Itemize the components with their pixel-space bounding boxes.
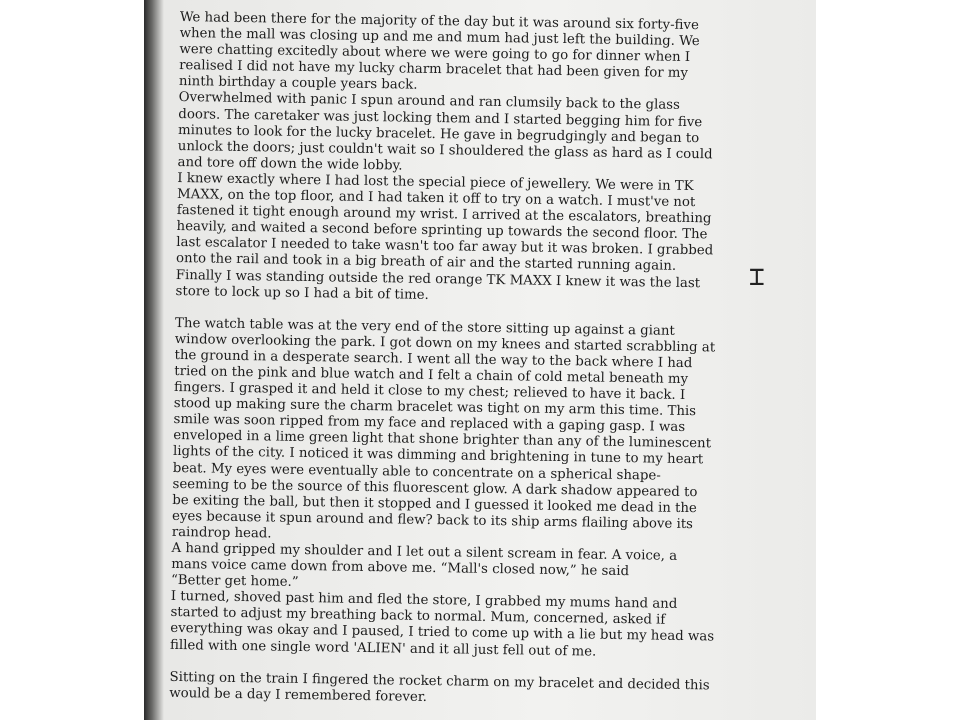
paragraph-3: I knew exactly where I had lost the special piece of jewellery. We were in TK MAXX, on the top floor, and I had taken it off to try on a watch. I must've not fastened it tight enough around my wrist. I arrived at the escalators, breathing heavily, and waited a second before sprinting up towards the second floor. The last escalator I needed to take wasn't too far away but it was broken. I grabbed onto the rail and took in a big breath of air and the started running again. Finally I was standing outside the red orange TK MAXX I knew it was the last store to lock up so I had a bit of time. bbox=[175, 170, 714, 303]
paragraph-2: Overwhelmed with panic I spun around and ran clumsily back to the glass doors. The caretaker was just locking them and I started begging him for five minutes to look for the lucky bracelet. He gave in begrudgingly and began to unlock the doors; just couldn't wait so I shouldered the glass as hard as I could and tore off down the wide lobby. bbox=[177, 90, 713, 174]
text-cursor-icon: ⌶ bbox=[749, 262, 765, 292]
paragraph-6: I turned, shoved past him and fled the store, I grabbed my mums hand and started to adjust my breathing back to normal. Mum, concerned, asked if everything was okay and I paused, I tried to come up with a lie but my head was filled with one single word 'ALIEN' and it all just fell out of me. bbox=[169, 589, 715, 660]
paragraph-1: We had been there for the majority of the day but it was around six forty-five when the mall was closing up and me and mum had just left the building. We were chatting excitedly about where we were going to go for dinner when I realised I did not have my lucky charm bracelet that had been given for my ninth birthday a couple years back. bbox=[178, 10, 700, 94]
paragraph-7: Sitting on the train I fingered the rocket charm on my bracelet and decided this would be a day I remembered forever. bbox=[169, 669, 710, 705]
document-text bbox=[169, 10, 780, 711]
paragraph-4: The watch table was at the very end of the store sitting up against a giant window overlooking the park. I got down on my knees and started scrabbling at the ground in a desperate search. I went all the way to the back where I had tried on the pink and blue watch and I felt a chain of cold metal beneath my fingers. I grasped it and held it close to my chest; relieved to have it back. I stood up making sure the charm bracelet was tight on my arm this time. This smile was soon ripped from my face and replaced with a gaping gasp. I was enveloped in a lime green light that shone brighter than any of the luminescent lights of the city. I noticed it was dimming and brightening in tune to my heart beat. My eyes were eventually able to concentrate on a spherical shape- seeming to be the source of this fluorescent glow. A dark shadow appeared to be exiting the ball, but then it stopped and I guessed it looked me dead in the eyes because it spun around and flew? back to its ship arms flailing above its raindrop head. bbox=[171, 315, 716, 542]
paragraph-5: A hand gripped my shoulder and I let out a silent scream in fear. A voice, a mans voice came down from above me. “Mall's closed now,” he said “Better get home.” bbox=[170, 540, 678, 591]
document-photo bbox=[144, 0, 816, 720]
